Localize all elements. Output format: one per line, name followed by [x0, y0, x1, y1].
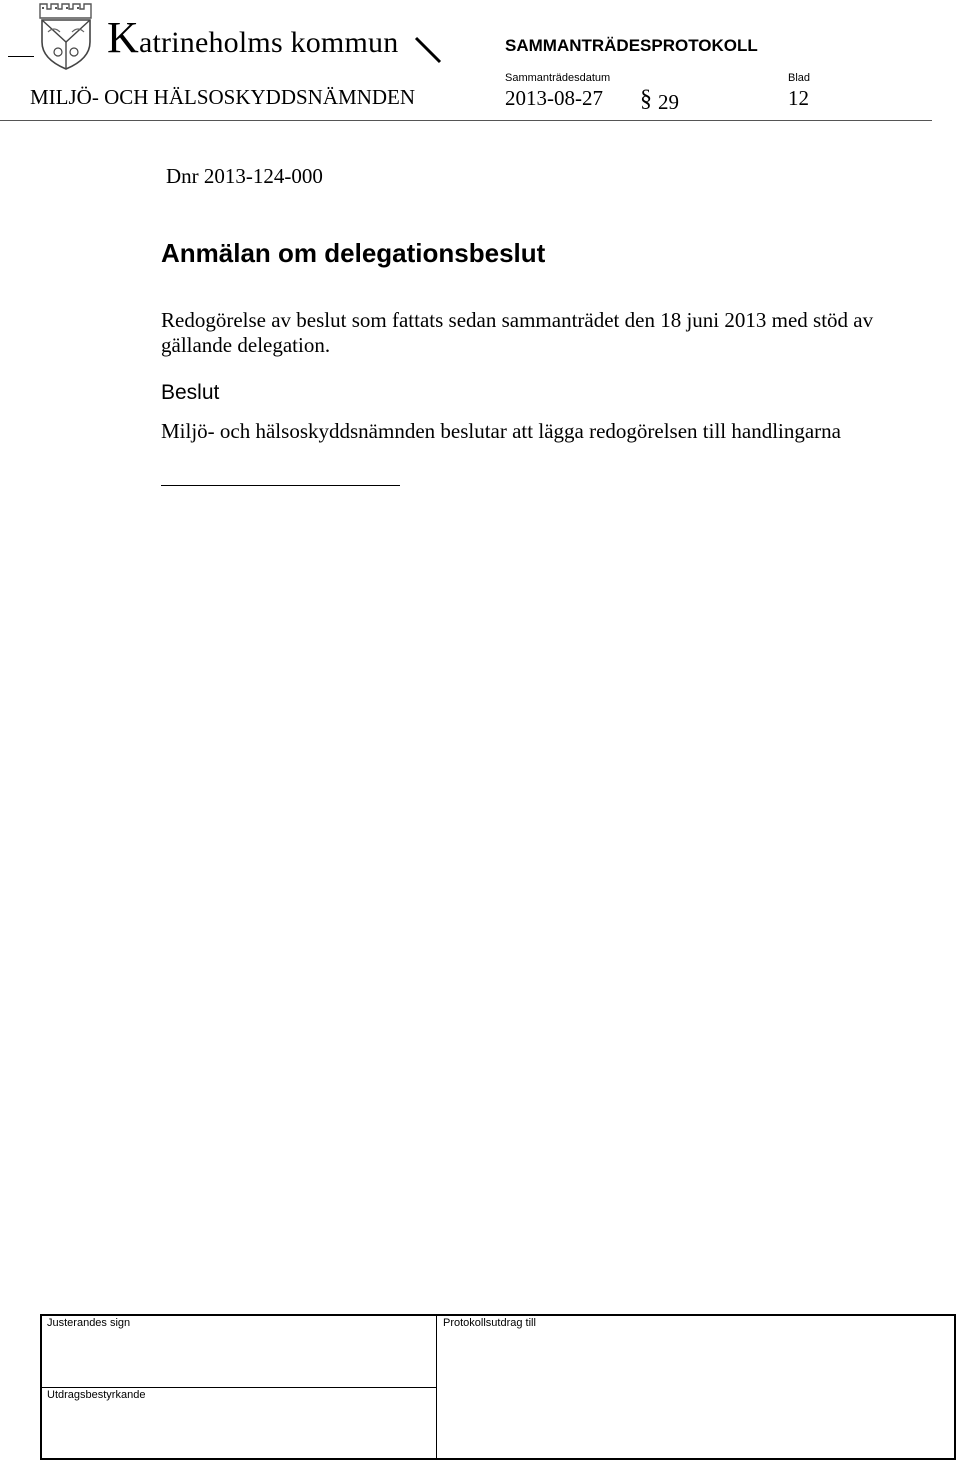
page-label: Blad	[788, 72, 811, 84]
logo-rule	[8, 56, 34, 57]
meeting-date: 2013-08-27	[505, 86, 603, 110]
municipality-logo-text	[107, 13, 399, 62]
decision-heading: Beslut	[161, 381, 220, 404]
logo-slash-icon	[414, 36, 444, 66]
intro-paragraph: Redogörelse av beslut som fattats sedan sammanträdet den 18 juni 2013 med stöd av gällande delegation.	[161, 308, 874, 357]
document-type: SAMMANTRÄDESPROTOKOLL	[505, 36, 758, 55]
page-title: Anmälan om delegationsbeslut	[161, 238, 546, 268]
page-number: 12	[788, 86, 809, 110]
date-label: Sammanträdesdatum	[505, 72, 611, 84]
committee-name: MILJÖ- OCH HÄLSOSKYDDSNÄMNDEN	[30, 85, 416, 109]
paragraph-sign: §	[640, 86, 652, 112]
brand-initial: K	[107, 13, 139, 62]
justerandes-sign-label: Justerandes sign	[47, 1317, 131, 1329]
brand-rest: atrineholms kommun	[138, 26, 399, 59]
protokollsutdrag-label: Protokollsutdrag till	[443, 1317, 536, 1329]
end-divider	[161, 485, 400, 486]
signature-box-divider-horizontal	[40, 1387, 436, 1388]
diary-number: Dnr 2013-124-000	[166, 164, 323, 188]
signature-box-divider-vertical	[436, 1314, 437, 1460]
header-divider	[0, 120, 932, 121]
paragraph-number: 29	[658, 90, 679, 114]
utdragsbestyrkande-label: Utdragsbestyrkande	[47, 1389, 146, 1401]
coat-of-arms-icon	[36, 2, 96, 70]
decision-text: Miljö- och hälsoskyddsnämnden beslutar att lägga redogörelsen till handlingarna	[161, 419, 841, 443]
